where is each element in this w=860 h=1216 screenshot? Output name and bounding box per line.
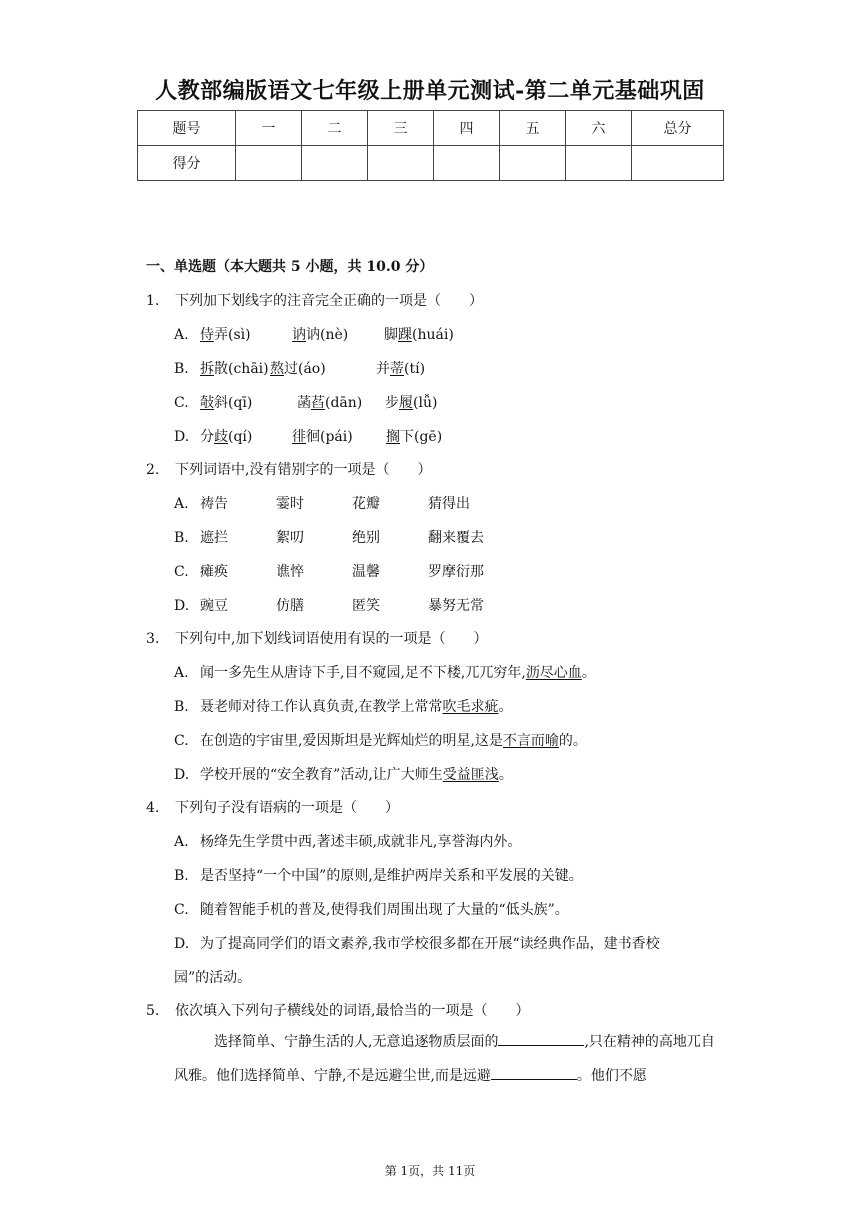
section-heading: 一、单选题（本大题共 5 小题，共 10.0 分） bbox=[146, 259, 434, 275]
option-word: 罗摩衍那 bbox=[428, 564, 484, 580]
option-word: 霎时 bbox=[276, 496, 304, 512]
option-item: 敧斜(qī) bbox=[200, 395, 253, 411]
option-letter: C. bbox=[174, 733, 189, 749]
score-table-header-row bbox=[138, 111, 724, 146]
answer-blank bbox=[498, 1031, 584, 1046]
q1-option-c bbox=[174, 392, 437, 412]
option-letter: A. bbox=[174, 327, 189, 343]
question-stem: 下列词语中,没有错别字的一项是（ ） bbox=[175, 462, 432, 478]
option-item: 熬过(áo) bbox=[270, 361, 326, 377]
option-item: 搁下(gē) bbox=[386, 429, 443, 445]
score-cell bbox=[236, 146, 302, 181]
underlined-phrase: 吹毛求疵 bbox=[442, 699, 499, 715]
score-cell bbox=[368, 146, 434, 181]
option-letter: C. bbox=[174, 564, 189, 580]
question-number: 2. bbox=[146, 462, 160, 478]
q4-option-c bbox=[174, 899, 569, 919]
option-word: 温馨 bbox=[352, 564, 380, 580]
header-cell: 三 bbox=[368, 111, 434, 146]
score-cell bbox=[302, 146, 368, 181]
q4-option-a bbox=[174, 831, 521, 851]
option-word: 绝别 bbox=[352, 530, 380, 546]
option-word: 仿膳 bbox=[276, 598, 304, 614]
document-title: 人教部编版语文七年级上册单元测试-第二单元基础巩固 bbox=[155, 78, 705, 104]
header-cell: 六 bbox=[566, 111, 632, 146]
option-word: 遮拦 bbox=[200, 530, 228, 546]
option-text: 是否坚持“一个中国”的原则,是维护两岸关系和平发展的关键。 bbox=[200, 868, 583, 884]
answer-blank bbox=[491, 1065, 577, 1080]
score-table-score-row bbox=[138, 146, 724, 181]
question-2 bbox=[146, 459, 431, 479]
header-cell: 四 bbox=[434, 111, 500, 146]
header-cell: 一 bbox=[236, 111, 302, 146]
q5-passage: 选择简单、宁静生活的人,无意追逐物质层面的 ,只在精神的高地兀自风雅。他们选择简单、宁静,不是远避尘世,而是远避 。他们不愿 bbox=[174, 1025, 722, 1093]
option-word: 谯悴 bbox=[276, 564, 304, 580]
option-text: 杨绛先生学贯中西,著述丰硕,成就非凡,享誉海内外。 bbox=[200, 834, 522, 850]
q2-option-d bbox=[174, 595, 484, 615]
question-number: 4. bbox=[146, 800, 160, 816]
option-letter: D. bbox=[174, 767, 190, 783]
header-cell: 五 bbox=[500, 111, 566, 146]
option-item: 步履(lǚ) bbox=[385, 395, 438, 411]
option-word: 花瓣 bbox=[352, 496, 380, 512]
option-word: 豌豆 bbox=[200, 598, 228, 614]
option-word: 祷告 bbox=[200, 496, 228, 512]
option-letter: B. bbox=[174, 868, 189, 884]
question-number: 3. bbox=[146, 631, 160, 647]
q1-option-a bbox=[174, 324, 454, 344]
question-number: 1. bbox=[146, 293, 160, 309]
option-item: 分歧(qí) bbox=[200, 429, 253, 445]
question-4 bbox=[146, 797, 399, 817]
question-stem: 下列加下划线字的注音完全正确的一项是（ ） bbox=[175, 293, 483, 309]
question-stem: 下列句子没有语病的一项是（ ） bbox=[175, 800, 399, 816]
option-letter: B. bbox=[174, 699, 189, 715]
q4-option-b bbox=[174, 865, 583, 885]
option-word: 猜得出 bbox=[428, 496, 470, 512]
header-cell: 题号 bbox=[138, 111, 236, 146]
underlined-phrase: 不言而喻 bbox=[502, 733, 559, 749]
score-cell bbox=[632, 146, 724, 181]
page-footer: 第 1页，共 11页 bbox=[384, 1164, 476, 1178]
header-cell: 二 bbox=[302, 111, 368, 146]
score-cell bbox=[566, 146, 632, 181]
option-letter: D. bbox=[174, 429, 190, 445]
option-word: 瘫痪 bbox=[200, 564, 228, 580]
question-5 bbox=[146, 1000, 529, 1020]
option-item: 并蒂(tí) bbox=[376, 361, 426, 377]
q3-option-d: D. 学校开展的“安全教育”活动,让广大师生受益匪浅。 bbox=[174, 767, 513, 783]
question-number: 5. bbox=[146, 1003, 160, 1019]
option-item: 讷讷(nè) bbox=[292, 327, 349, 343]
underlined-phrase: 沥尽心血 bbox=[525, 665, 582, 681]
q1-option-d bbox=[174, 426, 442, 446]
option-word: 暴努无常 bbox=[428, 598, 484, 614]
question-1 bbox=[146, 290, 483, 310]
q2-option-a bbox=[174, 493, 470, 513]
option-text: 随着智能手机的普及,使得我们周围出现了大量的“低头族”。 bbox=[200, 902, 569, 918]
option-word: 翻来覆去 bbox=[428, 530, 484, 546]
q3-option-c: C. 在创造的宇宙里,爱因斯坦是光辉灿烂的明星,这是不言而喻的。 bbox=[174, 733, 587, 749]
option-letter: C. bbox=[174, 395, 189, 411]
option-item: 侍弄(sì) bbox=[200, 327, 251, 343]
q4-option-d-continued: 园”的活动。 bbox=[174, 970, 252, 986]
option-letter: D. bbox=[174, 598, 190, 614]
q2-option-c bbox=[174, 561, 484, 581]
option-item: 脚踝(huái) bbox=[384, 327, 454, 343]
option-letter: B. bbox=[174, 361, 189, 377]
score-table bbox=[137, 110, 724, 181]
option-word: 匿笑 bbox=[352, 598, 380, 614]
option-letter: A. bbox=[174, 665, 189, 681]
q3-option-b: B. 聂老师对待工作认真负责,在教学上常常吹毛求疵。 bbox=[174, 699, 513, 715]
option-letter: A. bbox=[174, 496, 189, 512]
option-item: 拆散(chāi) bbox=[200, 361, 269, 377]
option-item: 徘徊(pái) bbox=[292, 429, 353, 445]
option-item: 菡萏(dān) bbox=[297, 395, 363, 411]
option-word: 絮叨 bbox=[276, 530, 304, 546]
option-letter: B. bbox=[174, 530, 189, 546]
row-label-cell: 得分 bbox=[138, 146, 236, 181]
question-stem: 下列句中,加下划线词语使用有误的一项是（ ） bbox=[175, 631, 488, 647]
score-cell bbox=[434, 146, 500, 181]
question-3 bbox=[146, 628, 487, 648]
header-cell: 总分 bbox=[632, 111, 724, 146]
underlined-phrase: 受益匪浅 bbox=[442, 767, 499, 783]
option-letter: D. bbox=[174, 936, 190, 952]
option-letter: A. bbox=[174, 834, 189, 850]
option-letter: C. bbox=[174, 902, 189, 918]
question-stem: 依次填入下列句子横线处的词语,最恰当的一项是（ ） bbox=[175, 1003, 530, 1019]
q1-option-b bbox=[174, 358, 425, 378]
score-cell bbox=[500, 146, 566, 181]
q3-option-a: A. 闻一多先生从唐诗下手,目不窥园,足不下楼,兀兀穷年,沥尽心血。 bbox=[174, 665, 596, 681]
option-text: 为了提高同学们的语文素养,我市学校很多都在开展“读经典作品，建书香校 bbox=[200, 936, 660, 952]
q2-option-b bbox=[174, 527, 484, 547]
q4-option-d bbox=[174, 933, 660, 953]
